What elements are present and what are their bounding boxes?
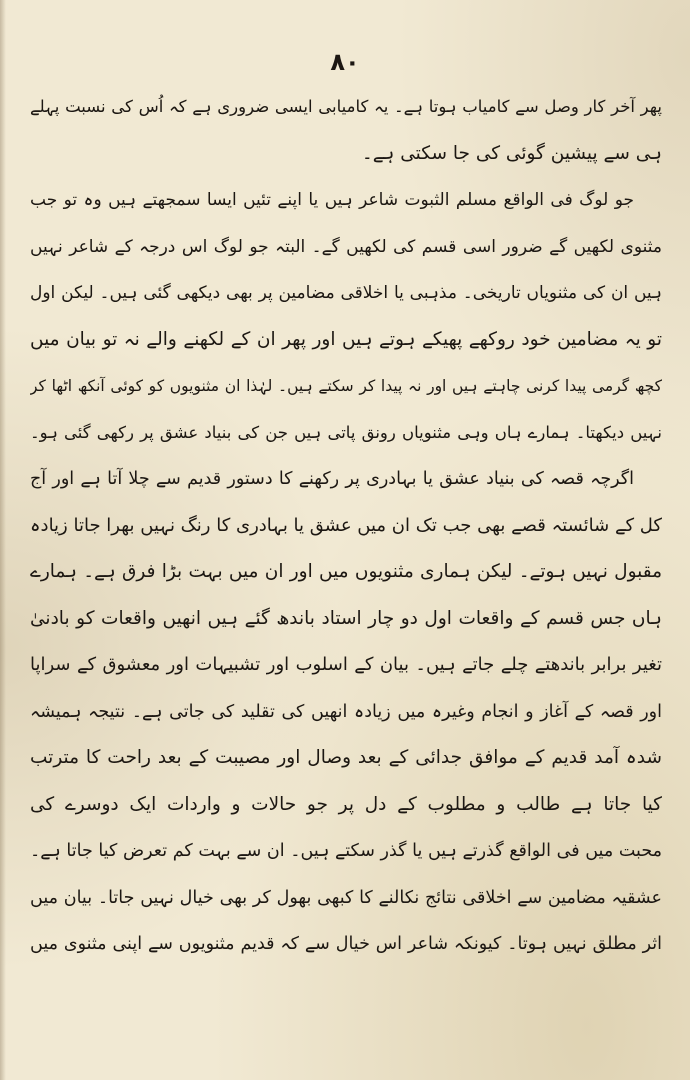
text-line: پھر آخر کار وصل سے کامیاب ہوتا ہے۔ یہ کامیابی ایسی ضروری ہے کہ اُس کی نسبت پہلے bbox=[30, 97, 662, 116]
page-binding-shadow bbox=[0, 0, 6, 1080]
text-line: اور قصہ کے آغاز و انجام وغیرہ میں زیادہ انھیں کی تقلید کی جاتی ہے۔ نتیجہ ہمیشہ bbox=[30, 701, 662, 722]
text-line: ہاں جس قسم کے واقعات اول دو چار استاد باندھ گئے ہیں انھیں واقعات کو بادنیٰ bbox=[30, 607, 662, 629]
text-line: تو یہ مضامین خود روکھے پھیکے ہوتے ہیں اور پھر ان کے لکھنے والے نہ تو بیان میں bbox=[30, 328, 662, 350]
text-line: کچھ گرمی پیدا کرنی چاہتے ہیں اور نہ پیدا کر سکتے ہیں۔ لہٰذا ان مثنویوں کو کوئی آنکھ اٹھا کر bbox=[30, 377, 662, 395]
text-line: ہیں ان کی مثنویاں تاریخی۔ مذہبی یا اخلاقی مضامین پر بھی دیکھی گئی ہیں۔ لیکن اول bbox=[30, 283, 662, 303]
text-line: کیا جاتا ہے طالب و مطلوب کے دل پر جو حالات و واردات ایک دوسرے کی bbox=[30, 793, 662, 815]
text-line: اثر مطلق نہیں ہوتا۔ کیونکہ شاعر اس خیال سے کہ قدیم مثنویوں سے اپنی مثنوی میں bbox=[30, 934, 662, 954]
text-line: ہی سے پیشین گوئی کی جا سکتی ہے۔ bbox=[361, 142, 662, 164]
text-line: مثنوی لکھیں گے ضرور اسی قسم کی لکھیں گے۔ البتہ جو لوگ اس درجہ کے شاعر نہیں bbox=[30, 236, 662, 257]
text-line: شدہ آمد قدیم کے موافق جدائی کے بعد وصال اور مصیبت کے بعد راحت کا مترتب bbox=[30, 747, 662, 768]
text-line: محبت میں فی الواقع گذرتے ہیں یا گذر سکتے ہیں۔ ان سے بہت کم تعرض کیا جاتا ہے۔ bbox=[30, 841, 662, 861]
body-text bbox=[30, 84, 662, 968]
page-number: ۸۰ bbox=[330, 48, 360, 76]
text-line: مقبول نہیں ہوتے۔ لیکن ہماری مثنویوں میں اور ان میں بہت بڑا فرق ہے۔ ہمارے bbox=[30, 561, 662, 582]
text-line: جو لوگ فی الواقع مسلم الثبوت شاعر ہیں یا اپنے تئیں ایسا سمجھتے ہیں وہ تو جب bbox=[30, 190, 634, 210]
text-line: نہیں دیکھتا۔ ہمارے ہاں وہی مثنویاں رونق پاتی ہیں جن کی بنیاد عشق پر رکھی گئی ہو۔ bbox=[30, 422, 662, 442]
text-line: اگرچہ قصہ کی بنیاد عشق یا بہادری پر رکھنے کا دستور قدیم سے چلا آتا ہے اور آج bbox=[30, 469, 634, 489]
text-line: کل کے شائستہ قصے بھی جب تک ان میں عشق یا بہادری کا رنگ نہیں بھرا جاتا زیادہ bbox=[30, 514, 662, 536]
text-line: عشقیہ مضامین سے اخلاقی نتائج نکالنے کا کبھی بھول کر بھی خیال نہیں جاتا۔ بیان میں bbox=[30, 887, 662, 908]
text-line: تغیر برابر باندھتے چلے جاتے ہیں۔ بیان کے اسلوب اور تشبیہات اور معشوق کے سراپا bbox=[30, 654, 662, 675]
